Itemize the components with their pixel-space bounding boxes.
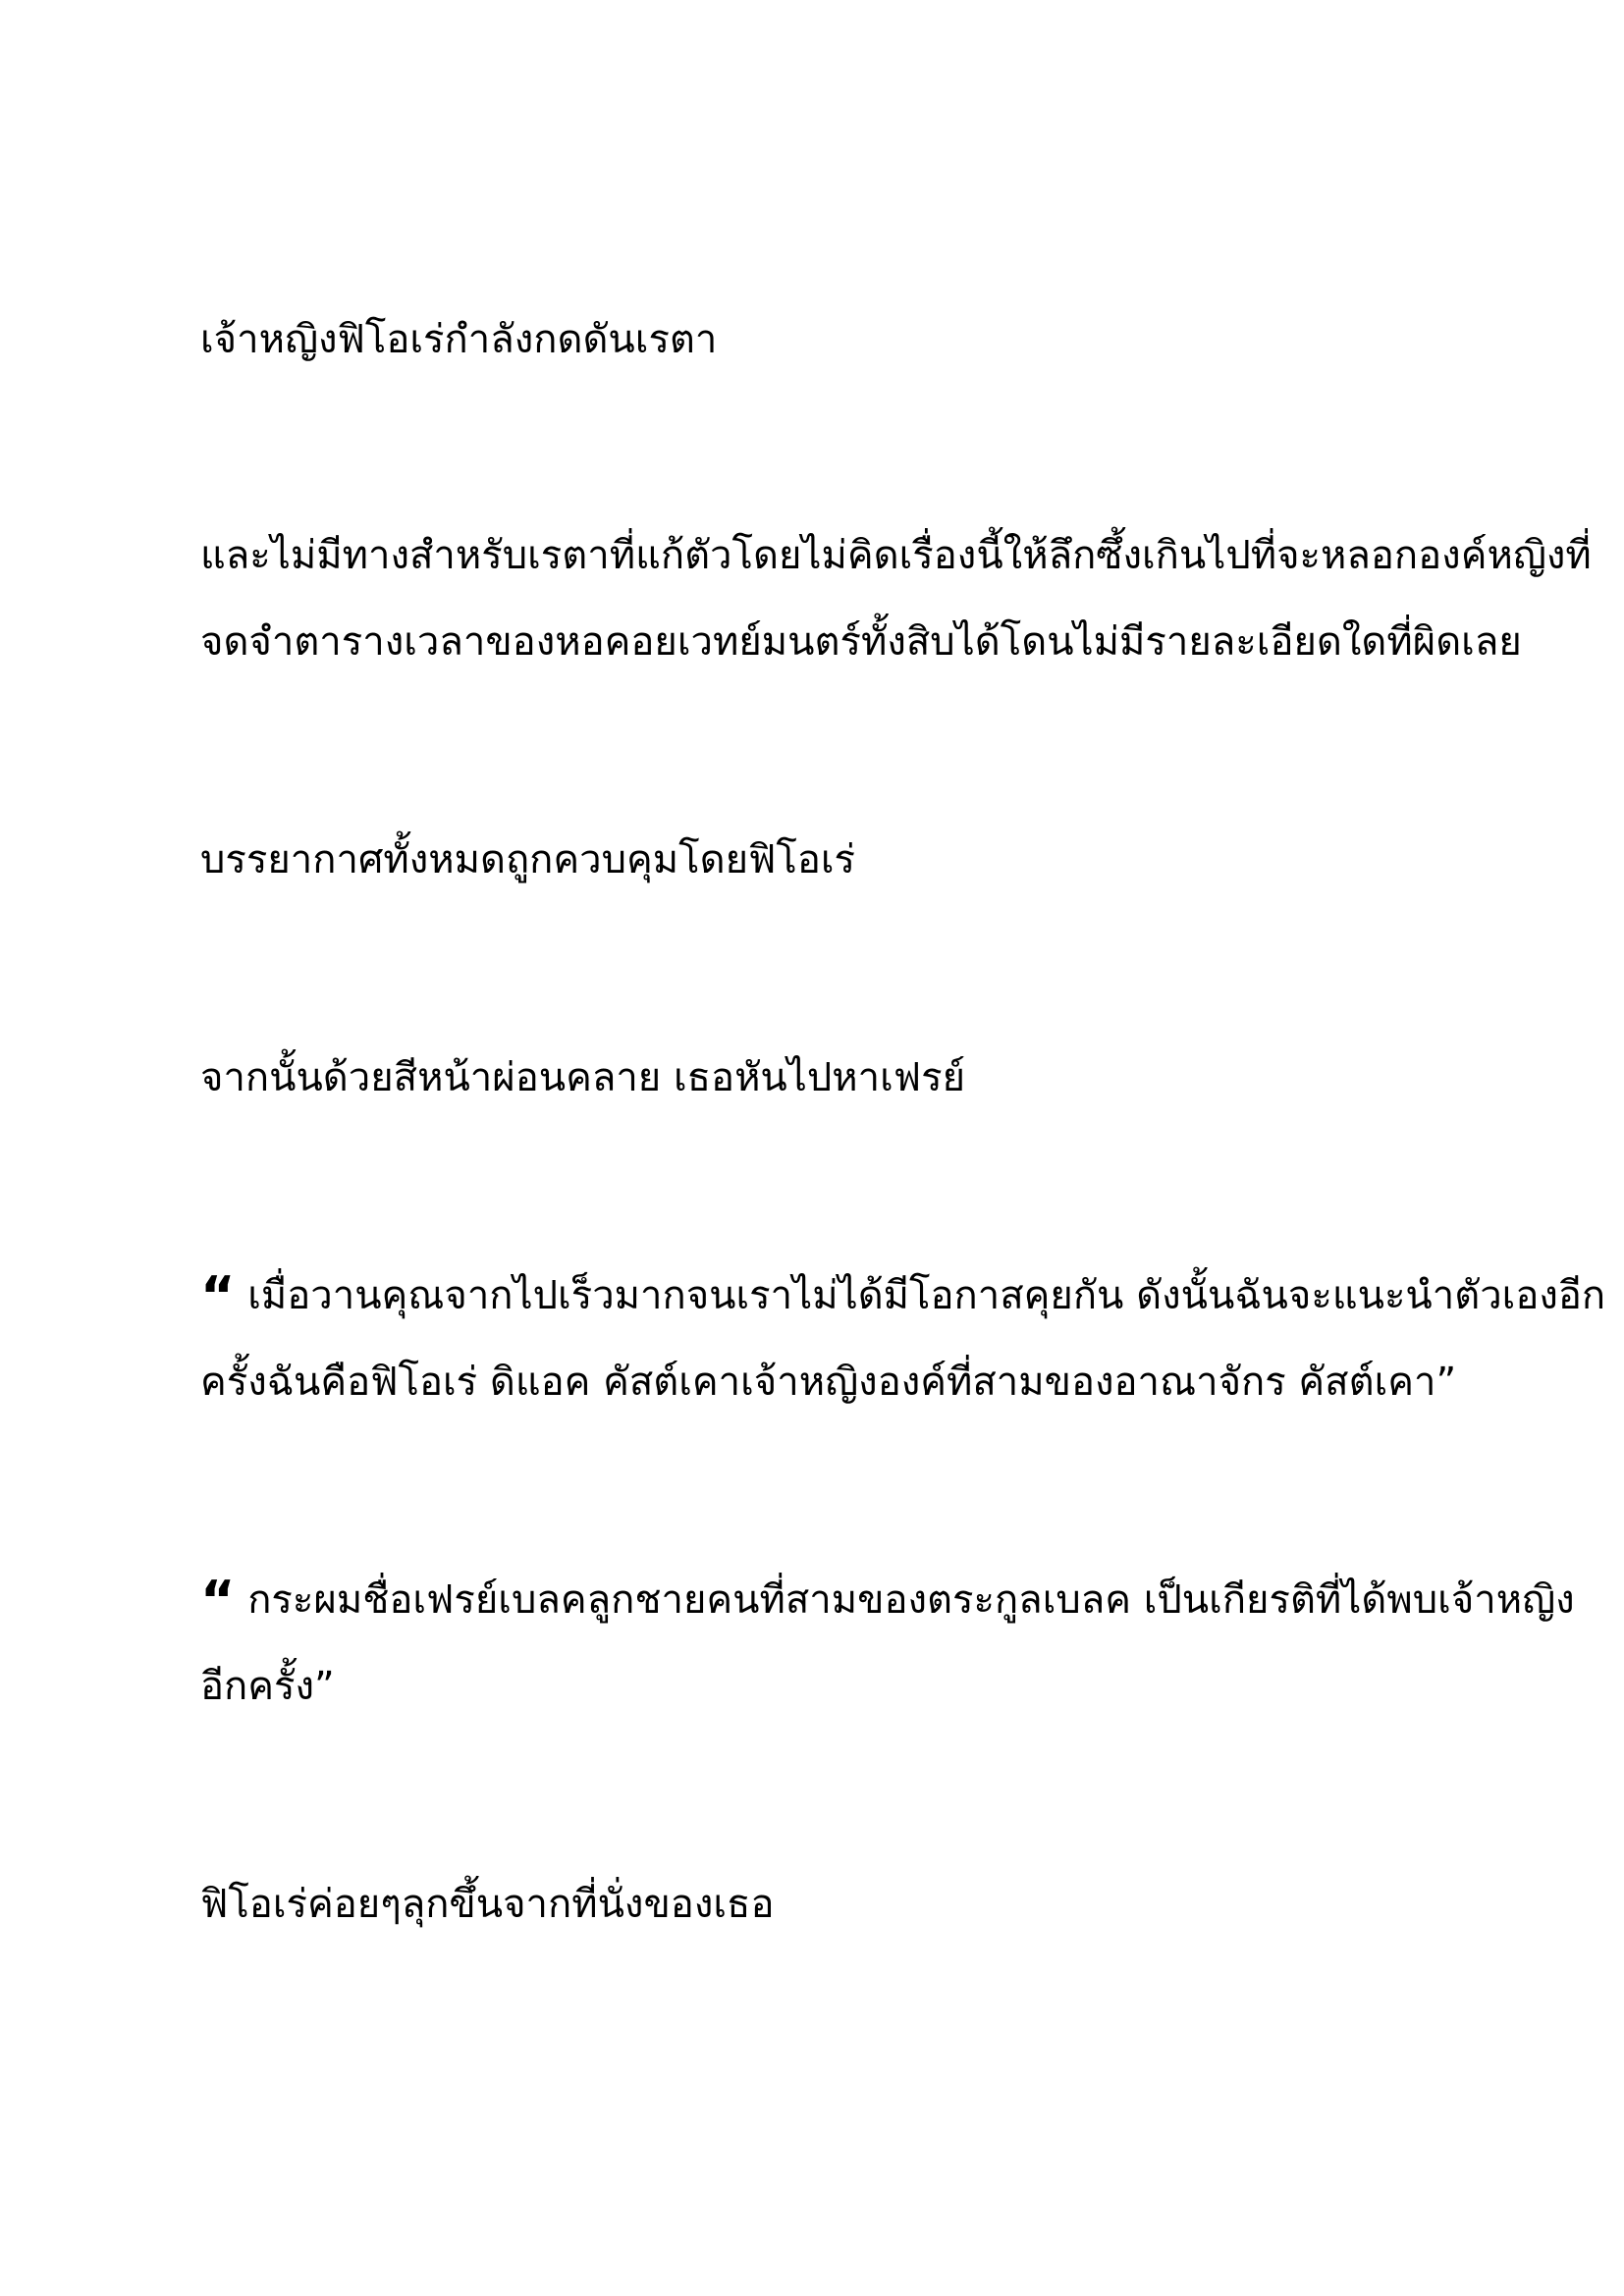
- dialogue-line: [200, 1265, 1606, 1327]
- dialogue-text: เมื่อวานคุณจากไปเร็วมากจนเราไม่ได้มีโอกาสคุยกัน ดังนั้นฉันจะแนะนำตัวเองอีก: [235, 1273, 1606, 1318]
- dialogue-line: ครั้งฉันคือฟิโอเร่ ดิแอค คัสต์เคาเจ้าหญิงองค์ที่สามของอาณาจักร คัสต์เคา”: [200, 1360, 1457, 1405]
- dialogue-text: กระผมชื่อเฟรย์เบลคลูกชายคนที่สามของตระกูลเบลค เป็นเกียรติที่ได้พบเจ้าหญิง: [235, 1577, 1575, 1623]
- paragraph-line: จดจำตารางเวลาของหอคอยเวทย์มนตร์ทั้งสิบได้โดนไม่มีรายละเอียดใดที่ผิดเลย: [200, 619, 1522, 665]
- dialogue-line: [200, 1570, 1575, 1631]
- paragraph-line: ฟิโอเร่ค่อยๆลุกขึ้นจากที่นั่งของเธอ: [200, 1882, 775, 1927]
- dialogue-line: อีกครั้ง”: [200, 1664, 335, 1709]
- quote-mark: “: [200, 1265, 236, 1327]
- paragraph-line: เจ้าหญิงฟิโอเร่กำลังกดดันเรตา: [200, 317, 718, 362]
- paragraph-line: จากนั้นด้วยสีหน้าผ่อนคลาย เธอหันไปหาเฟรย์: [200, 1055, 966, 1100]
- paragraph-line: บรรยากาศทั้งหมดถูกควบคุมโดยฟิโอเร่: [200, 837, 855, 882]
- quote-mark: “: [200, 1570, 236, 1631]
- paragraph-line: และไม่มีทางสำหรับเรตาที่แก้ตัวโดยไม่คิดเรื่องนี้ให้ลึกซึ้งเกินไปที่จะหลอกองค์หญิงที่: [200, 533, 1592, 578]
